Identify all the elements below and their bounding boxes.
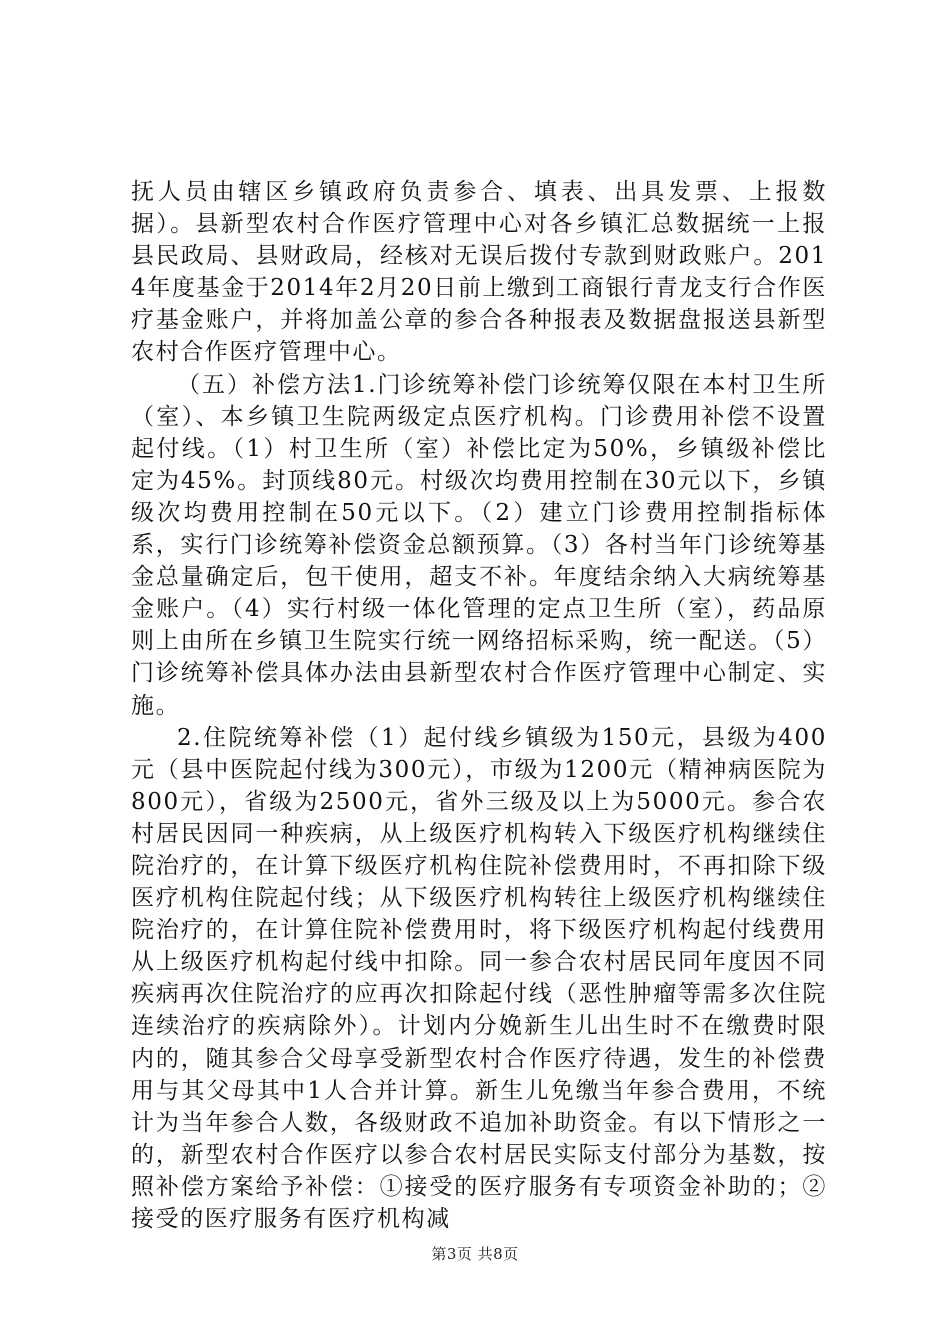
paragraph-outpatient-compensation: （五）补偿方法1.门诊统筹补偿门诊统筹仅限在本村卫生所（室）、本乡镇卫生院两级定点医疗机构。门诊费用补偿不设置起付线。（1）村卫生所（室）补偿比定为50%，乡镇级补偿比定为45%。封顶线80元。村级次均费用控制在30元以下，乡镇级次均费用控制在50元以下。（2）建立门诊费用控制指标体系，实行门诊统筹补偿资金总额预算。（3）各村当年门诊统筹基金总量确定后，包干使用，超支不补。年度结余纳入大病统筹基金账户。（4）实行村级一体化管理的定点卫生所（室），药品原则上由所在乡镇卫生院实行统一网络招标采购，统一配送。（5）门诊统筹补偿具体办法由县新型农村合作医疗管理中心制定、实施。 <box>131 371 827 719</box>
document-body <box>131 176 827 1235</box>
paragraph-inpatient-compensation: 2.住院统筹补偿（1）起付线乡镇级为150元，县级为400元（县中医院起付线为300元），市级为1200元（精神病医院为800元），省级为2500元，省外三级及以上为5000元。参合农村居民因同一种疾病，从上级医疗机构转入下级医疗机构继续住院治疗的，在计算下级医疗机构住院补偿费用时，不再扣除下级医疗机构住院起付线；从下级医疗机构转往上级医疗机构继续住院治疗的，在计算住院补偿费用时，将下级医疗机构起付线费用从上级医疗机构起付线中扣除。同一参合农村居民同年度因不同疾病再次住院治疗的应再次扣除起付线（恶性肿瘤等需多次住院连续治疗的疾病除外）。计划内分娩新生儿出生时不在缴费时限内的，随其参合父母享受新型农村合作医疗待遇，发生的补偿费用与其父母其中1人合并计算。新生儿免缴当年参合费用，不统计为当年参合人数，各级财政不追加补助资金。有以下情形之一的，新型农村合作医疗以参合农村居民实际支付部分为基数，按照补偿方案给予补偿：①接受的医疗服务有专项资金补助的；②接受的医疗服务有医疗机构减 <box>131 724 827 1232</box>
page-footer: 第3页 共8页 <box>431 1245 519 1263</box>
paragraph-enrollment-reporting: 抚人员由辖区乡镇政府负责参合、填表、出具发票、上报数据）。县新型农村合作医疗管理中心对各乡镇汇总数据统一上报县民政局、县财政局，经核对无误后拨付专款到财政账户。2014年度基金于2014年2月20日前上缴到工商银行青龙支行合作医疗基金账户，并将加盖公章的参合各种报表及数据盘报送县新型农村合作医疗管理中心。 <box>131 179 827 366</box>
